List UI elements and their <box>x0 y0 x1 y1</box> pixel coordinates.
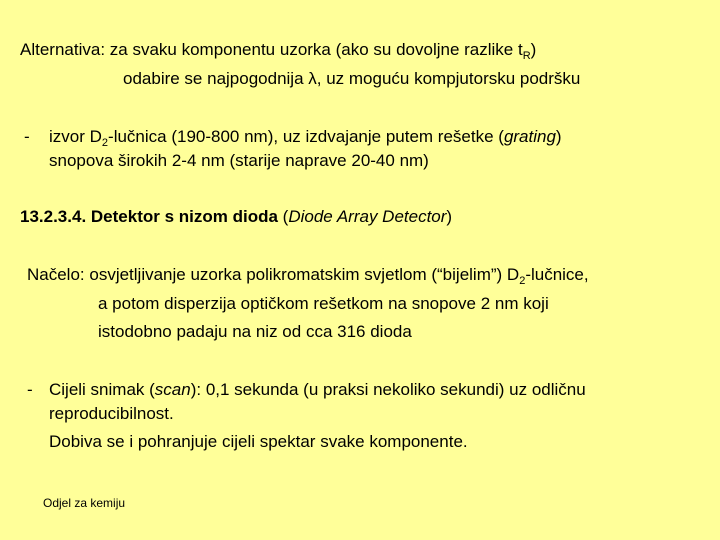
footer-department: Odjel za kemiju <box>43 496 126 510</box>
section-heading <box>20 207 452 227</box>
grating-term: grating <box>503 127 556 146</box>
scan-line-1 <box>49 380 586 400</box>
source-text-a: izvor D <box>49 127 102 146</box>
dash-marker: - <box>24 127 30 146</box>
alternative-line-1 <box>20 40 536 60</box>
principle-line-3 <box>98 322 412 342</box>
alternative-line-2 <box>123 69 580 89</box>
scan-text-3: Dobiva se i pohranjuje cijeli spektar svake komponente. <box>49 432 468 451</box>
principle-text-3: istodobno padaju na niz od cca 316 dioda <box>98 322 412 341</box>
source-text-b: -lučnica (190-800 nm), uz izdvajanje putem rešetke ( <box>108 127 504 146</box>
scan-text-b: ): 0,1 sekunda (u praksi nekoliko sekundi) uz odličnu <box>190 380 586 399</box>
source-text-2: snopova širokih 2-4 nm (starije naprave 20-40 nm) <box>49 151 429 170</box>
retention-subscript: R <box>522 50 531 62</box>
heading-italic: Diode Array Detector <box>288 207 447 226</box>
scan-line-2 <box>49 404 174 424</box>
scan-line-3 <box>49 432 468 452</box>
deuterium-subscript: 2 <box>101 137 109 149</box>
alternative-close-paren: ) <box>530 40 537 59</box>
alternative-text-2: odabire se najpogodnija λ, uz moguću kompjutorsku podršku <box>123 69 581 88</box>
dash-marker-2: - <box>27 380 33 399</box>
alternative-text: Alternativa: za svaku komponentu uzorka (ako su dovoljne razlike t <box>20 40 523 59</box>
principle-text-2: a potom disperzija optičkom rešetkom na snopove 2 nm koji <box>98 294 549 313</box>
source-line-2 <box>49 151 429 171</box>
principle-text-a: Načelo: osvjetljivanje uzorka polikromatskim svjetlom (“bijelim”) D <box>27 265 520 284</box>
heading-open: ( <box>277 207 289 226</box>
principle-line-1 <box>27 265 589 285</box>
scan-term: scan <box>154 380 191 399</box>
heading-bold: 13.2.3.4. Detektor s nizom dioda <box>20 207 278 226</box>
scan-text-2: reproducibilnost. <box>49 404 174 423</box>
principle-line-2 <box>98 294 549 314</box>
bullet-dash <box>24 127 30 147</box>
scan-text-a: Cijeli snimak ( <box>49 380 155 399</box>
source-text-c: ) <box>555 127 562 146</box>
deuterium-subscript-2: 2 <box>519 275 526 287</box>
heading-close: ) <box>446 207 453 226</box>
source-line-1 <box>49 127 562 147</box>
bullet-dash-2 <box>27 380 33 400</box>
principle-text-b: -lučnice, <box>525 265 589 284</box>
